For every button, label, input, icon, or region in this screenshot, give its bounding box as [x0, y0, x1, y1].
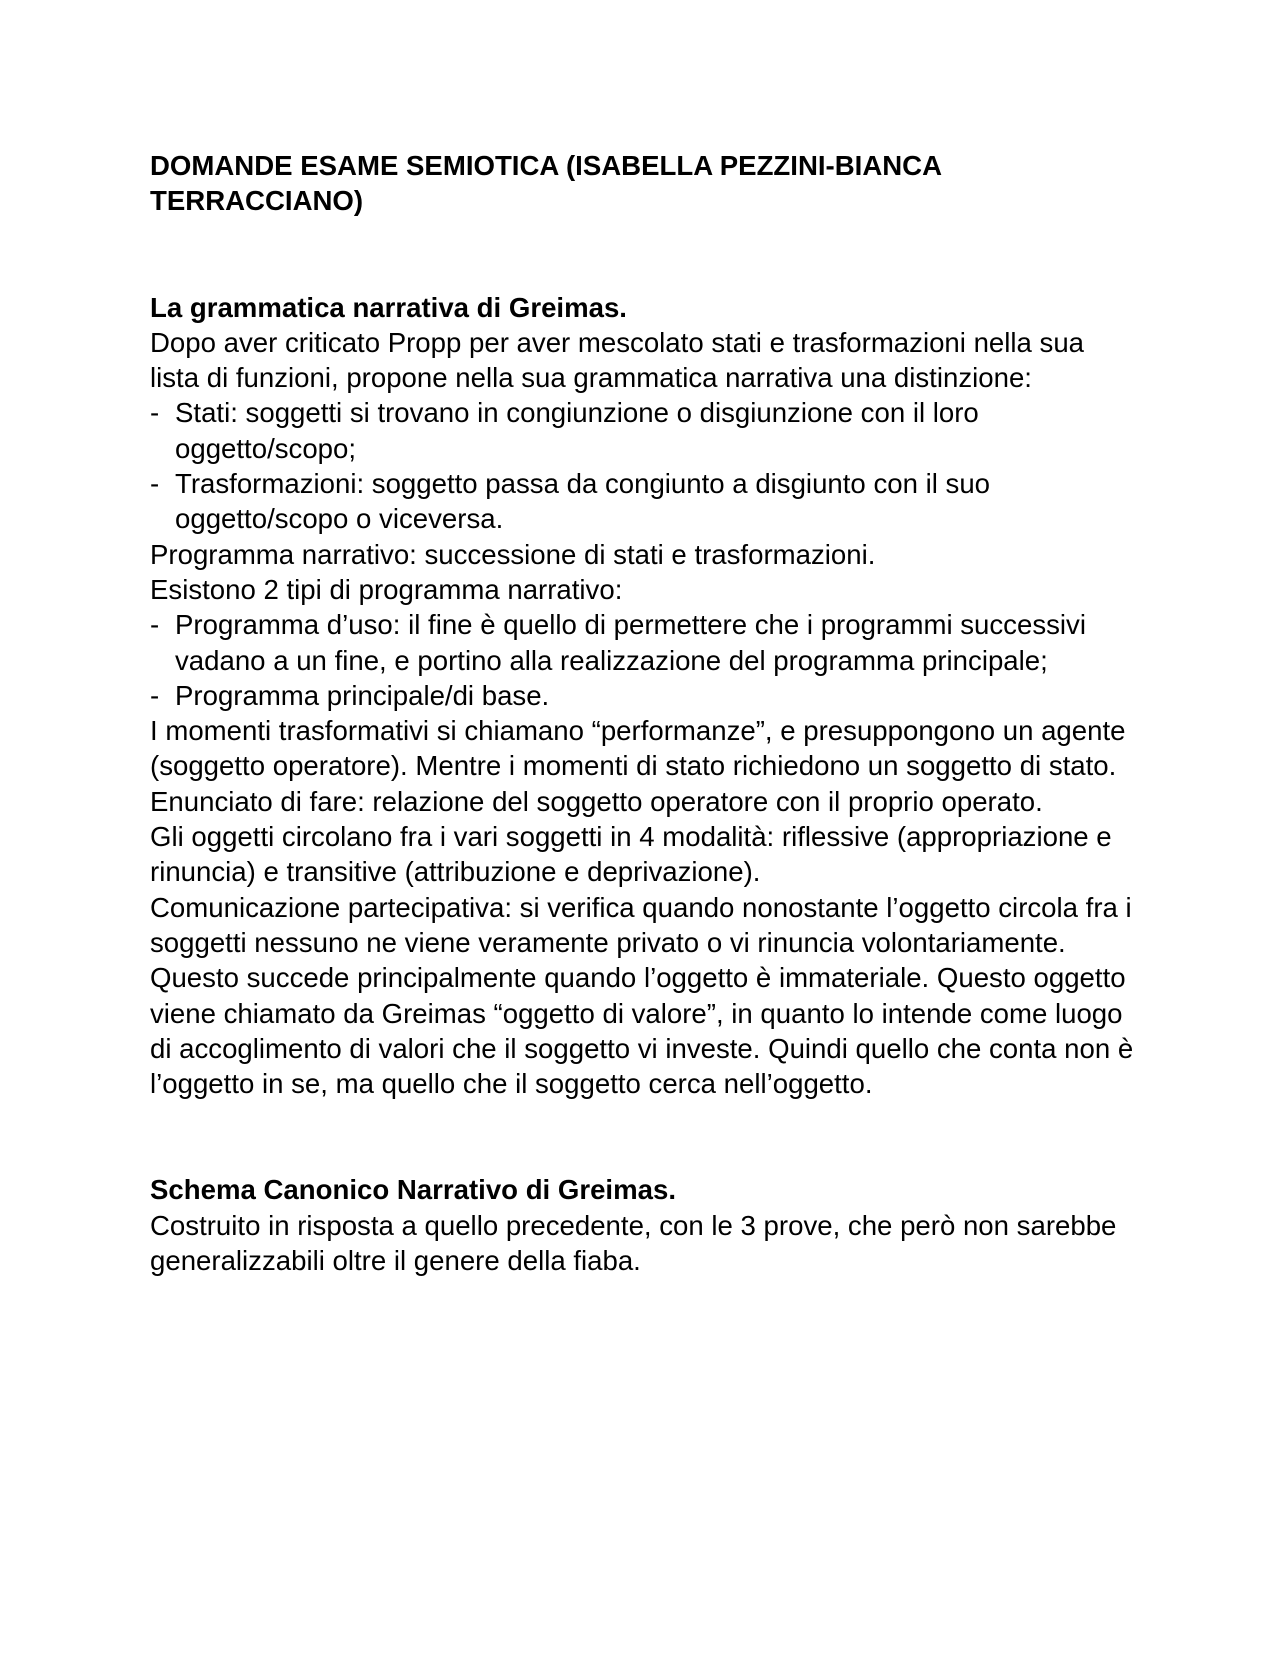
document-page [150, 148, 1140, 1278]
section-heading: Schema Canonico Narrativo di Greimas. [150, 1174, 676, 1206]
list-tipi-programma [150, 607, 1140, 713]
paragraph-tipi-programma: Esistono 2 tipi di programma narrativo: [150, 573, 623, 605]
list-item [150, 395, 1140, 466]
list-stati-trasformazioni [150, 395, 1140, 536]
paragraph-programma-narrativo: Programma narrativo: successione di stati e trasformazioni. [150, 538, 876, 570]
paragraph-comunicazione-partecipativa: Comunicazione partecipativa: si verifica quando nonostante l’oggetto circola fra i soggetti nessuno ne viene veramente privato o vi rinuncia volontariamente. Questo succede principalmente quando l’oggetto è immateriale. Questo oggetto viene chiamato da Greimas “oggetto di valore”, in quanto lo intende come luogo di accoglimento di valori che il soggetto vi investe. Quindi quello che conta non è l’oggetto in se, ma quello che il soggetto cerca nell’oggetto. [150, 891, 1134, 1100]
dash-bullet: - [150, 679, 160, 711]
paragraph-enunciato-di-fare: Enunciato di fare: relazione del soggetto operatore con il proprio operato. [150, 785, 1043, 817]
section-schema-canonico [150, 1172, 1140, 1278]
list-item [150, 607, 1140, 678]
paragraph-intro: Dopo aver criticato Propp per aver mescolato stati e trasformazioni nella sua lista di funzioni, propone nella sua grammatica narrativa una distinzione: [150, 326, 1085, 394]
list-item [150, 678, 1140, 713]
section-grammatica-narrativa [150, 290, 1140, 1102]
list-item-text: Trasformazioni: soggetto passa da congiunto a disgiunto con il suo oggetto/scopo o viceversa. [175, 468, 991, 535]
list-item-text: Programma d’uso: il fine è quello di permettere che i programmi successivi vadano a un fine, e portino alla realizzazione del programma principale; [175, 609, 1086, 676]
dash-bullet: - [150, 609, 160, 641]
paragraph-oggetti-circolano: Gli oggetti circolano fra i vari soggetti in 4 modalità: riflessive (appropriazione e rinuncia) e transitive (attribuzione e deprivazione). [150, 821, 1112, 888]
dash-bullet: - [150, 468, 160, 500]
list-item-text: Stati: soggetti si trovano in congiunzione o disgiunzione con il loro oggetto/scopo; [175, 397, 979, 464]
dash-bullet: - [150, 397, 160, 429]
document-title: DOMANDE ESAME SEMIOTICA (ISABELLA PEZZINI-BIANCA TERRACCIANO) [150, 150, 942, 217]
list-item-text: Programma principale/di base. [175, 679, 550, 711]
list-item [150, 466, 1140, 537]
paragraph-momenti-trasformativi: I momenti trasformativi si chiamano “performanze”, e presuppongono un agente (soggetto operatore). Mentre i momenti di stato richiedono un soggetto di stato. [150, 715, 1126, 782]
section-heading: La grammatica narrativa di Greimas. [150, 291, 627, 323]
paragraph-intro: Costruito in risposta a quello precedente, con le 3 prove, che però non sarebbe generalizzabili oltre il genere della fiaba. [150, 1209, 1117, 1277]
